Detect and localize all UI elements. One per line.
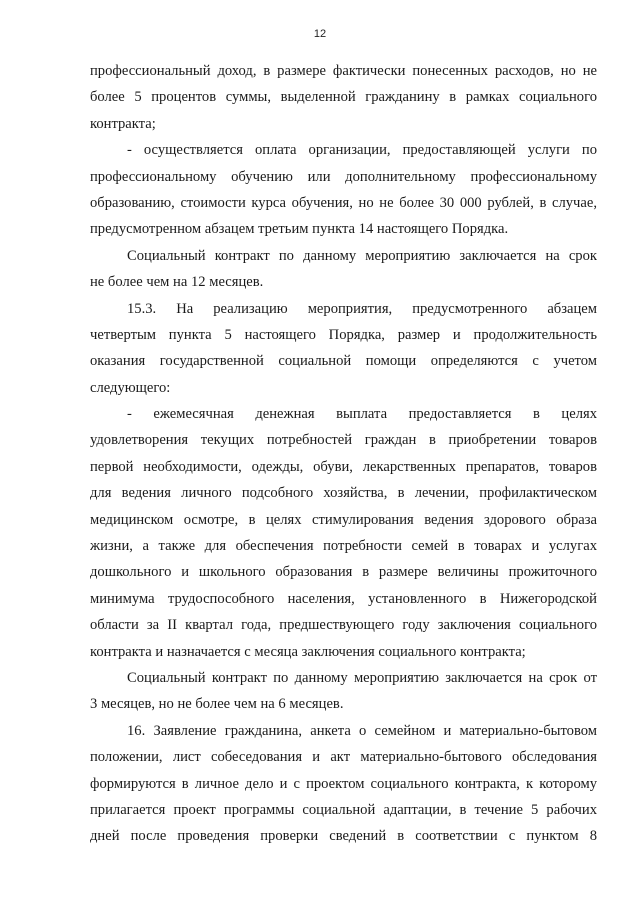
- text-line: первой необходимости, одежды, обуви, лекарственных препаратов, товаров: [90, 458, 597, 475]
- text-line: 3 месяцев, но не более чем на 6 месяцев.: [90, 696, 344, 713]
- text-line: более 5 процентов суммы, выделенной гражданину в рамках социального: [90, 89, 597, 106]
- text-line: положении, лист собеседования и акт материально-бытового обследования: [90, 749, 597, 766]
- text-line: профессиональному обучению или дополнительному профессиональному: [90, 168, 597, 185]
- text-line: образованию, стоимости курса обучения, но не более 30 000 рублей, в случае,: [90, 194, 597, 211]
- text-line: контракта и назначается с месяца заключения социального контракта;: [90, 643, 526, 660]
- text-line: контракта;: [90, 115, 156, 132]
- text-line: формируются в личное дело и с проектом социального контракта, к которому: [90, 775, 597, 792]
- text-line: оказания государственной социальной помощи определяются с учетом: [90, 353, 597, 370]
- text-line: предусмотренном абзацем третьим пункта 14 настоящего Порядка.: [90, 221, 509, 238]
- text-line: не более чем на 12 месяцев.: [90, 274, 264, 291]
- text-line: области за II квартал года, предшествующего году заключения социального: [90, 617, 597, 634]
- text-line: удовлетворения текущих потребностей граждан в приобретении товаров: [90, 432, 597, 449]
- text-line: дней после проведения проверки сведений в соответствии с пунктом 8: [90, 828, 597, 845]
- text-line: - ежемесячная денежная выплата предоставляется в целях: [127, 406, 597, 423]
- text-line: прилагается проект программы социальной адаптации, в течение 5 рабочих: [90, 801, 597, 818]
- text-line: минимума трудоспособного населения, установленного в Нижегородской: [90, 590, 597, 607]
- text-line: Социальный контракт по данному мероприятию заключается на срок от: [127, 669, 597, 686]
- text-line: следующего:: [90, 379, 171, 396]
- text-line: профессиональный доход, в размере фактически понесенных расходов, но не: [90, 63, 597, 79]
- text-line: дошкольного и школьного образования в размере величины прожиточного: [90, 564, 597, 581]
- text-line: Социальный контракт по данному мероприятию заключается на срок: [127, 247, 597, 264]
- text-line: для ведения личного подсобного хозяйства, в лечении, профилактическом: [90, 485, 597, 502]
- text-line: - осуществляется оплата организации, предоставляющей услуги по: [127, 142, 597, 159]
- text-line: 15.3. На реализацию мероприятия, предусмотренного абзацем: [127, 300, 597, 317]
- page-number: 12: [313, 28, 327, 40]
- text-line: 16. Заявление гражданина, анкета о семейном и материально-бытовом: [127, 722, 597, 739]
- text-line: жизни, а также для обеспечения потребности семей в товарах и услугах: [90, 538, 597, 555]
- text-line: четвертым пункта 5 настоящего Порядка, размер и продолжительность: [90, 326, 597, 343]
- text-line: медицинском осмотре, в целях стимулирования ведения здорового образа: [90, 511, 597, 528]
- document-body: [90, 58, 597, 850]
